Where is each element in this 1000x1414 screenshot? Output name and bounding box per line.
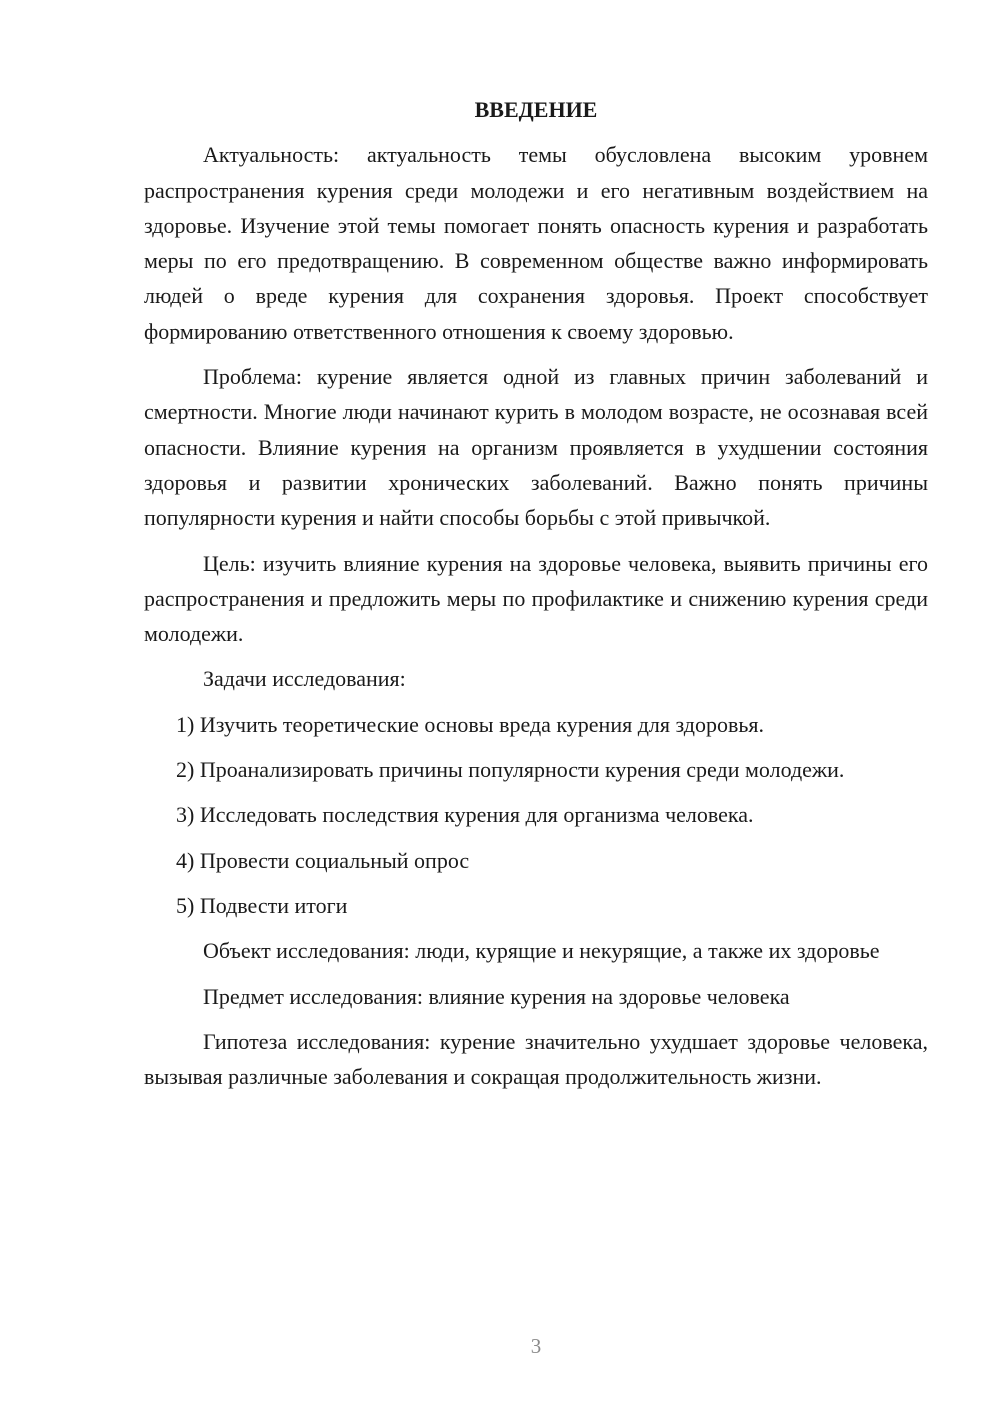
document-page [144, 92, 928, 1104]
list-item: 5) Подвести итоги [176, 892, 348, 918]
list-item: 2) Проанализировать причины популярности курения среди молодежи. [176, 757, 845, 783]
subject-paragraph: Предмет исследования: влияние курения на здоровье человека [203, 983, 790, 1009]
tasks-list [144, 707, 928, 923]
hypothesis-paragraph: Гипотеза исследования: курение значительно ухудшает здоровье человека, вызывая различные заболевания и сокращая продолжительность жизни. [144, 1028, 928, 1090]
problem-paragraph: Проблема: курение является одной из главных причин заболеваний и смертности. Многие люди начинают курить в молодом возрасте, не осознавая всей опасности. Влияние курения на организм проявляется в ухудшении состояния здоровья и развитии хронических заболеваний. Важно понять причины популярности курения и найти способы борьбы с этой привычкой. [144, 364, 928, 531]
goal-paragraph: Цель: изучить влияние курения на здоровье человека, выявить причины его распространения и предложить меры по профилактике и снижению курения среди молодежи. [144, 550, 928, 647]
page-number: 3 [530, 1334, 542, 1358]
list-item: 3) Исследовать последствия курения для организма человека. [176, 802, 754, 828]
list-item: 4) Провести социальный опрос [176, 847, 470, 873]
relevance-paragraph: Актуальность: актуальность темы обусловлена высоким уровнем распространения курения среди молодежи и его негативным воздействием на здоровье. Изучение этой темы помогает понять опасность курения и разработать меры по его предотвращению. В современном обществе важно информировать людей о вреде курения для сохранения здоровья. Проект способствует формированию ответственного отношения к своему здоровью. [144, 142, 928, 344]
list-item: 1) Изучить теоретические основы вреда курения для здоровья. [176, 711, 765, 737]
page-title: ВВЕДЕНИЕ [474, 97, 598, 122]
tasks-heading: Задачи исследования: [203, 666, 406, 692]
object-paragraph: Объект исследования: люди, курящие и некурящие, а также их здоровье [203, 938, 880, 964]
